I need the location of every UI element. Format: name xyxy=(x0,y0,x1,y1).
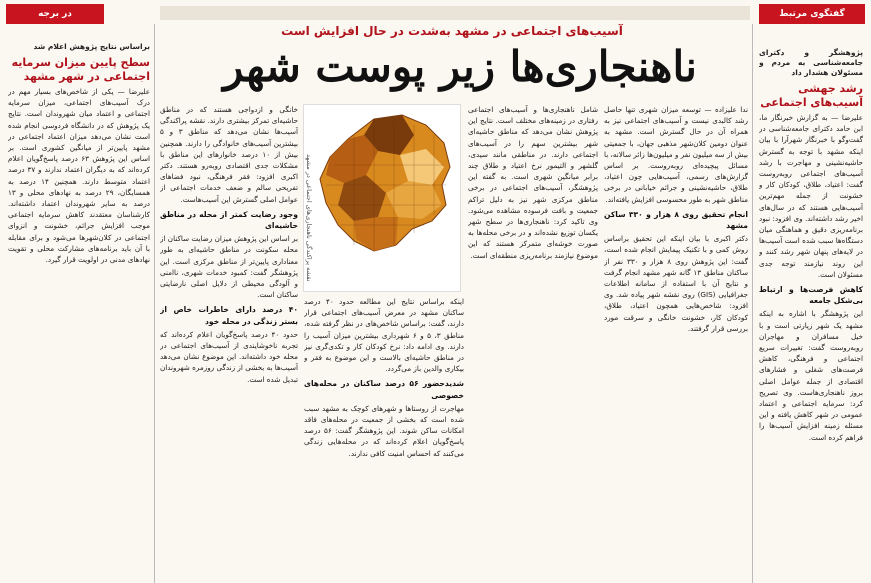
article-column-1 xyxy=(604,104,748,579)
column-4-subhead: وجود رضایت کمتر از محله در مناطق حاشیه‌ای xyxy=(160,209,298,231)
section-header-left: در برجه xyxy=(6,4,104,24)
column-3-body2: مهاجرت از روستاها و شهرهای کوچک به مشهد سبب شده است که بخشی از جمعیت در محله‌های فاقد امکانات ساکن شوند. این پژوهشگر گفت: ۵۶ درصد پاسخ‌گویان اعلام کرده‌اند که در محله‌هایی زندگی می‌کنند که احساس امنیت کافی ندارند. xyxy=(304,403,464,458)
article-headline: ناهنجاری‌ها زیر پوست شهر xyxy=(223,42,697,91)
mashhad-map-graphic xyxy=(304,105,460,291)
article-kicker: آسیب‌های اجتماعی در مشهد به‌شدت در حال افزایش است xyxy=(281,24,623,38)
column-4-subhead-2: ۴۰ درصد دارای خاطرات خاص از بستر زندگی در محله خود xyxy=(160,305,298,326)
column-3-body: اینکه براساس نتایج این مطالعه حدود ۴۰ درصد ساکنان مشهد در معرض آسیب‌های اجتماعی قرار دارند، گفت: براساس شاخص‌های در نظر گرفته شده، مناطق ۳، ۵ و ۶ شهرداری بیشترین میزان آسیب را دارند. وی ادامه داد: نرخ کودکان کار و تکدی‌گری نیز در مناطق حاشیه‌ای بالاست و این موضوع به فقر و بیکاری والدین باز می‌گردد. xyxy=(304,297,464,374)
left-sidebar-kicker: براساس نتایج پژوهش اعلام شد xyxy=(33,42,150,51)
column-3-subhead: شدیدحضور ۵۶ درصد ساکنان در محله‌های خصوصی xyxy=(304,379,464,400)
article-column-2 xyxy=(468,104,598,579)
column-2-body: شامل ناهنجاری‌ها و آسیب‌های اجتماعی رفتاری در زمینه‌های مختلف است. نتایج این پژوهش نشان می‌دهد که مناطق حاشیه‌ای شهر بیشترین سهم را در آسیب‌های اجتماعی دارند. در مناطقی مانند سیدی، گلشهر و التیمور نرخ اعتیاد و طلاق چند برابر میانگین شهری است. به گفته این پژوهشگر، آسیب‌های اجتماعی در برخی مناطق مرکزی شهر نیز به دلیل تراکم جمعیت و بافت فرسوده مشاهده می‌شود. وی تاکید کرد: ناهنجاری‌ها در سطح شهر یکسان توزیع نشده‌اند و در برخی محله‌ها به صورت خوشه‌ای متمرکز هستند که این موضوع نیازمند برنامه‌ریزی منطقه‌ای است. xyxy=(468,105,598,260)
column-rule xyxy=(154,24,155,583)
right-sidebar-title: رشد جهشی آسیب‌های اجتماعی xyxy=(760,82,863,109)
column-rule xyxy=(752,24,753,583)
left-sidebar-body: علیرضا — یکی از شاخص‌های بسیار مهم در درک آسیب‌های اجتماعی، میزان سرمایه اجتماعی و اعتماد میان شهروندان است. نتایج یک پژوهش که در دانشگاه فردوسی انجام شده است نشان می‌دهد میزان اعتماد اجتماعی در مشهد پایین‌تر از میانگین کشوری است. بر اساس این پژوهش ۶۳ درصد پاسخ‌گویان اعلام کرده‌اند که به دیگران اعتماد ندارند و ۳۷ درصد اعتماد متوسط دارند. همچنین ۱۴ درصد به همسایگان، ۲۹ درصد به نهادهای محلی و ۱۳ درصد به سایر شهروندان اعتماد داشته‌اند. کارشناسان معتقدند کاهش سرمایه اجتماعی موجب افزایش جرائم، خشونت و انزوای اجتماعی در کلان‌شهرها می‌شود و برای مقابله با آن باید برنامه‌های مشارکت محلی و تقویت نهادهای مدنی در اولویت قرار گیرد. xyxy=(8,87,150,265)
map-caption: نقشه پراکندگی ناهنجاری‌های اجتماعی در مشهد xyxy=(305,154,313,282)
right-sidebar-body2: این پژوهشگر با اشاره به اینکه مشهد یک شهر زیارتی است و با خیل مسافران و مهاجران روبه‌روست گفت: تغییرات سریع اجتماعی و فرهنگی، کاهش فرصت‌های شغلی و فشارهای اقتصادی از جمله عوامل اصلی بروز ناهنجاری‌هاست. وی تصریح کرد: سرمایه اجتماعی و اعتماد عمومی در شهر کاهش یافته و این مسئله زمینه افزایش آسیب‌ها را فراهم کرده است. xyxy=(759,309,863,442)
right-sidebar-body: علیرضا — به گزارش خبرنگار ما، ابن حامد دکترای جامعه‌شناسی در گفت‌وگو با خبرنگار شهرآرا با بیان اینکه مشهد با توجه به گسترش حاشیه‌نشینی و مهاجرت با رشد آسیب‌های اجتماعی روبه‌روست گفت: اعتیاد، طلاق، کودکان کار و خشونت از جمله مهم‌ترین آسیب‌هایی هستند که در سال‌های اخیر رشد داشته‌اند. وی افزود: نبود برنامه‌ریزی دقیق و هماهنگی میان دستگاه‌ها سبب شده است آسیب‌ها در لایه‌های پنهان شهر رشد کنند و این روند نیازمند توجه جدی مسئولان است. xyxy=(759,113,863,279)
left-sidebar-title: سطح پایین میزان سرمایه اجتماعی در شهر مشهد xyxy=(11,56,150,83)
column-1-subhead: انجام تحقیق روی ۸ هزار و ۳۳۰ ساکن مشهد xyxy=(604,209,748,231)
left-sidebar xyxy=(8,28,150,579)
article-column-3 xyxy=(304,296,464,579)
right-sidebar-subhead: کاهش فرصت‌ها و ارتباط بی‌شکل جامعه xyxy=(759,285,863,306)
map-region-mid-3 xyxy=(354,217,398,251)
column-1-intro: ندا علیزاده — توسعه میزان شهری تنها حاصل رشد کالبدی نیست و آسیب‌های اجتماعی نیز به همراه آن در حال گسترش است. مشهد به عنوان دومین کلان‌شهر مذهبی جهان، با جمعیتی بیش از سه میلیون نفر و میلیون‌ها زائر سالانه، با مسائل پیچیده‌ای روبه‌روست. بر اساس گزارش‌های رسمی، آسیب‌هایی چون اعتیاد، طلاق، حاشیه‌نشینی و جرائم خیابانی در برخی مناطق شهر به طور محسوسی افزایش یافته‌اند. xyxy=(604,105,748,204)
right-sidebar-kicker: پژوهشگر و دکترای جامعه‌شناسی به مردم و مسئولان هشدار داد xyxy=(759,48,863,77)
article-column-4 xyxy=(160,104,298,579)
column-4-body3: حدود ۴۰ درصد پاسخ‌گویان اعلام کرده‌اند که تجربه ناخوشایندی از آسیب‌های اجتماعی در محله خود داشته‌اند. این موضوع نشان می‌دهد آسیب‌ها به بخشی از زندگی روزمره شهروندان تبدیل شده است. xyxy=(160,329,298,384)
column-4-body: خانگی و ازدواجی هستند که در مناطق حاشیه‌ای تمرکز بیشتری دارند. نقشه پراکندگی آسیب‌ها نشان می‌دهد که مناطق ۳ و ۵ بیشترین آسیب‌های خانوادگی را دارند. همچنین بیش از ۱۰ درصد خانوارهای این مناطق با مشکلات جدی اقتصادی روبه‌رو هستند. دکتر اکبری افزود: فقر فرهنگی، نبود فضاهای تفریحی سالم و ضعف خدمات اجتماعی از عوامل اصلی گسترش این آسیب‌هاست. xyxy=(160,105,298,204)
right-sidebar xyxy=(759,28,863,579)
column-1-body: دکتر اکبری با بیان اینکه این تحقیق براساس روش کمی و با تکنیک پیمایش انجام شده است، گفت: این پژوهش روی ۸ هزار و ۳۳۰ نفر از ساکنان مناطق ۱۳ گانه شهر مشهد انجام گرفت و نتایج آن با استفاده از سامانه اطلاعات جغرافیایی (GIS) روی نقشه شهر پیاده شد. وی افزود: شاخص‌هایی همچون اعتیاد، طلاق، کودکان کار، خشونت خانگی و سرقت مورد بررسی قرار گرفتند. xyxy=(604,234,748,333)
city-map-image xyxy=(303,104,461,292)
top-band xyxy=(160,6,750,20)
section-header-right: گفتگوی مرتبط xyxy=(759,4,865,24)
column-4-body2: بر اساس این پژوهش میزان رضایت ساکنان از محله سکونت در مناطق حاشیه‌ای به طور معناداری پایین‌تر از مناطق مرکزی است. این پژوهشگر گفت: کمبود خدمات شهری، ناامنی و آلودگی محیطی از دلایل اصلی نارضایتی ساکنان است. xyxy=(160,234,298,300)
